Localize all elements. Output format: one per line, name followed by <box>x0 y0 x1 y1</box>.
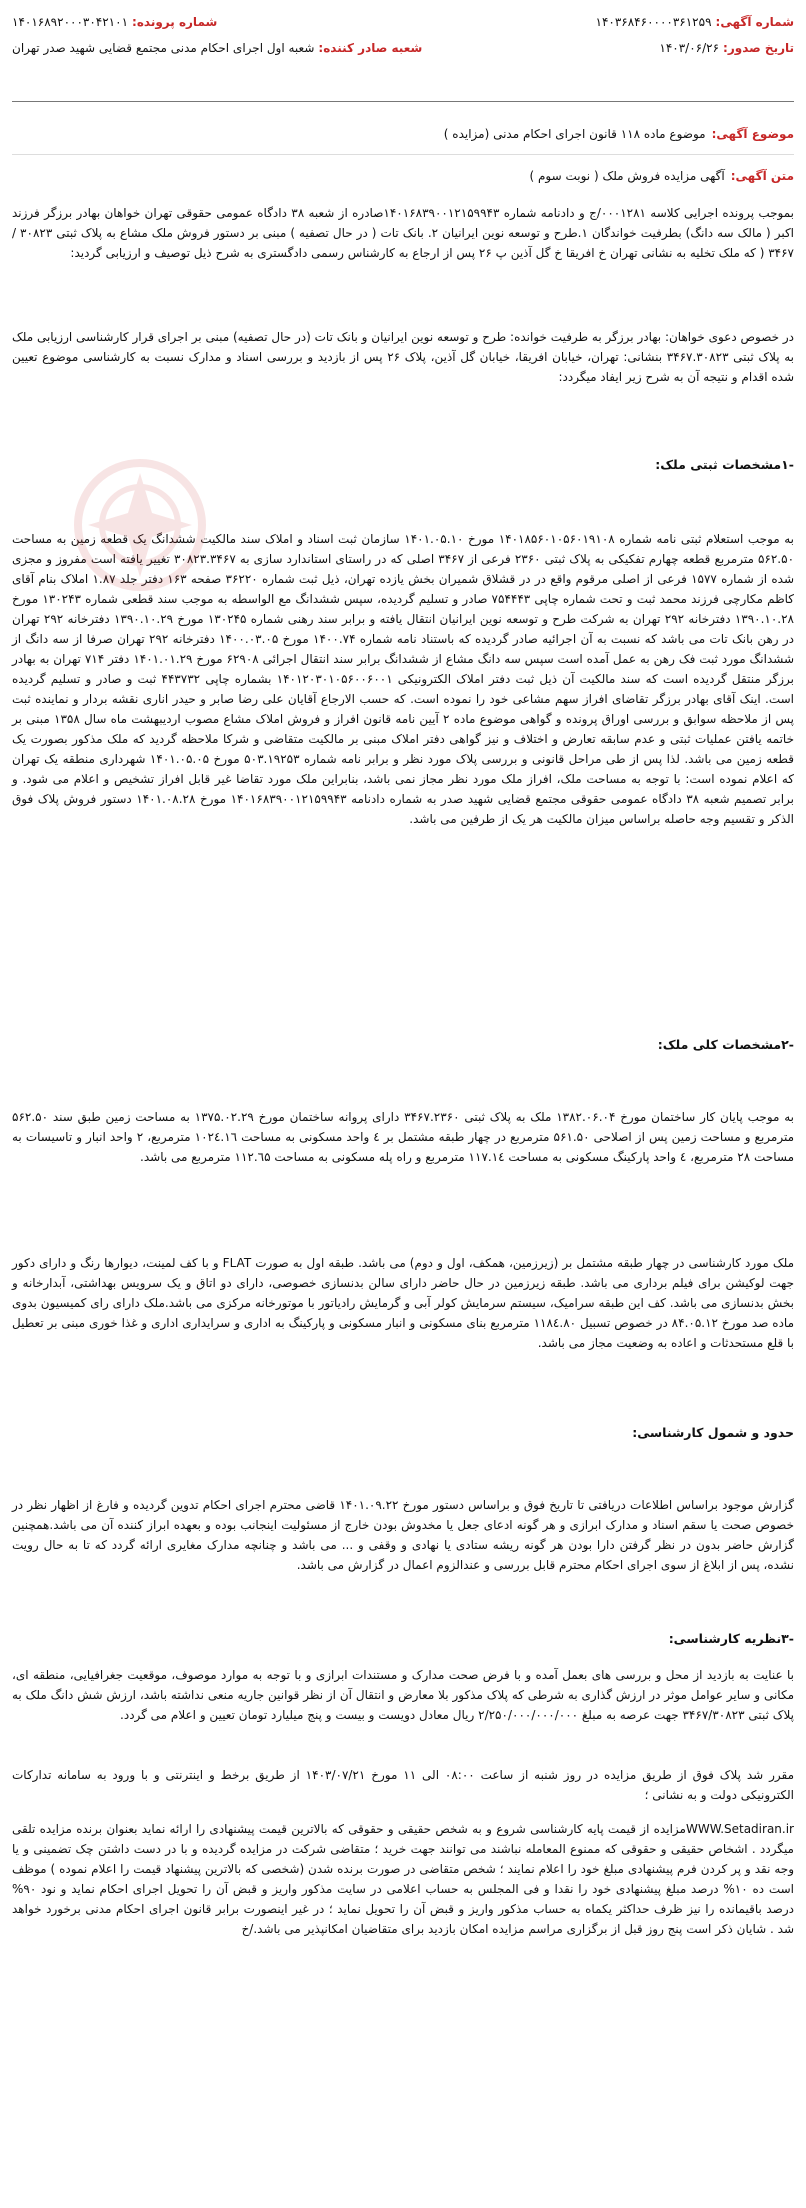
ad-number-value: ۱۴۰۳۶۸۴۶۰۰۰۰۳۶۱۲۵۹ <box>595 14 712 29</box>
scope-heading: حدود و شمول کارشناسی: <box>632 1425 794 1440</box>
text-title: آگهی مزایده فروش ملک ( نوبت سوم ) <box>529 168 725 183</box>
subject-value: موضوع ماده ۱۱۸ قانون اجرای احکام مدنی (مزایده ) <box>443 126 706 141</box>
case-number-value: ۱۴۰۱۶۸۹۲۰۰۰۳۰۴۲۱۰۱ <box>12 14 129 29</box>
ad-number-field <box>596 13 795 32</box>
terms-text: WWW.Setadiran.irمزایده از قیمت پایه کارشناسی شروع و به شخص حقیقی و حقوقی که بالاترین قیمت پیشنهادی را ارائه نماید بعنوان برنده مزایده تلقی میگردد . اشخاص حقیقی و حقوقی که ممنوع المعامله نباشند می توانند جهت خرید ؛ متقاضی شرکت در مزایده گردیده و با در دست داشتن چک تضمینی و یا وجه نقد و پر کردن فرم پیشنهادی مبلغ خود را اعلام نمایند ؛ شخص متقاضی در صورت برنده شدن (شخصی که بالاترین پیشنهاد قیمت را اعلام نموده ) موظف است ده ۱۰% درصد مبلغ پیشنهادی خود را نقدا و فی المجلس به حساب اعلامی در سایت مذکور واریز و قبض آن را تحویل اجرای احکام نماید و نود ۹۰% درصد باقیمانده را نیز ظرف حداکثر یکماه به حساب مذکور واریز و قبض آن را تحویل نماید ؛ در غیر اینصورت برابر قانون اجرای احکام مدنی برخورد خواهد شد . شایان ذکر است پنج روز قبل از برگزاری مراسم مزایده امکان بازدید برای متقاضیان امکانپذیر می باشد./خ <box>12 1822 794 1936</box>
opinion-heading: -۳نظریه کارشناسی: <box>668 1631 794 1646</box>
ad-number-label: شماره آگهی: <box>715 14 794 29</box>
issue-date-value: ۱۴۰۳/۰۶/۲۶ <box>659 40 720 55</box>
meta-row-numbers <box>12 10 794 34</box>
case-number-label: شماره پرونده: <box>132 14 218 29</box>
text-title-line <box>12 155 794 197</box>
description-text: ملک مورد کارشناسی در چهار طبقه مشتمل بر (زیرزمین، همکف، اول و دوم) می باشد. طبقه اول به صورت FLAT و با کف لمینت، دیوارها رنگ و دارای دکور جهت لوکیشن برای فیلم برداری می باشد. طبقه زیرزمین در حال حاضر دارای سالن بدنسازی خصوصی، دارای دو اتاق و یک سرویس بهداشتی، آبدارخانه و بخش بدنسازی می باشد. کف این طبقه سرامیک، سیستم سرمایش کولر آبی و گرمایش رادیاتور با موتورخانه مرکزی می باشد.ملک دارای رای کمیسیون بدوی ماده صد مورخ ۸۴.۰۵.۱۲ در خصوص تسبیل ۱۱۸٤.۸۰ مترمربع بنای مسکونی و انبار مسکونی و پارکینگ به اداری و سرایداری اداری و غذا خوری مبنی بر تعطیل با قلع مستحدثات و اعاده به وضعیت مجاز می باشد. <box>12 1256 794 1350</box>
scope-text: گزارش موجود براساس اطلاعات دریافتی تا تاریخ فوق و براساس دستور مورخ ۱۴۰۱.۰۹.۲۲ قاضی محترم اجرای احکام تدوین گردیده و فارغ از اظهار نظر در خصوص صحت یا سقم اسناد و مدارک ابرازی و هر گونه ادعای جعل یا مخدوش بودن خارج از مسئولیت اینجانب بوده و بعهده ابراز کننده آن می باشد.همچنین گزارش حاضر بدون در نظر گرفتن دارا بودن هر گونه ریشه ستادی یا نهادی و وقفی و ... می باشد و چنانچه مدارک مغایری ارائه گردد که تا به حال رویت نشده، پس از ابلاغ از سوی اجرای احکام محترم قابل بررسی و عندالزوم اعمال در گزارش می باشد. <box>12 1498 794 1572</box>
meta-row-date <box>12 36 794 60</box>
issue-date-field <box>659 39 794 58</box>
notice-meta <box>12 6 794 102</box>
issue-date-label: تاریخ صدور: <box>723 40 794 55</box>
subject-line <box>12 114 794 155</box>
general-heading: -۲مشخصات کلی ملک: <box>657 1037 794 1052</box>
opinion-text: با عنایت به بازدید از محل و بررسی های بعمل آمده و با فرض صحت مدارک و مستندات ابرازی و با توجه به موارد موصوف، موقعیت جغرافیایی، منطقه ای، مکانی و سایر عوامل موثر در ارزش گذاری به شرطی که پلاک مذکور بلا معارض و انتقال آن از نظر قوانین جاریه منعی نداشته باشد، ارزش شش دانگ ملک به پلاک ثبتی ۳۴۶۷/۳۰۸۲۳ جهت عرصه به مبلغ ۲/۲۵۰/۰۰۰/۰۰۰/۰۰۰ ریال معادل دویست و بیست و پنج میلیارد تومان تعیین و اعلام می گردد. <box>12 1668 794 1722</box>
intro-paragraph-2: در خصوص دعوی خواهان: بهادر برزگر به طرفیت خوانده: طرح و توسعه نوین ایرانیان و بانک تات (در حال تصفیه) مبنی بر اجرای قرار کارشناسی ارزیابی ملک به پلاک ثبتی ۳۴۶۷.۳۰۸۲۳ بنشانی: تهران، خیابان افریقا، خیابان گل آذین، پلاک ۲۶ پس از بازدید و بررسی اسناد و مدارک نسبت به کارشناسی موضوع تعیین شده اقدام و نتیجه آن به شرح زیر ایفاد میگردد: <box>12 330 795 384</box>
registration-heading: -۱مشخصات ثبتی ملک: <box>655 457 794 472</box>
registration-text: به موجب استعلام ثبتی نامه شماره ۱۴۰۱۸۵۶۰۱۰۵۶۰۱۹۱۰۸ مورخ ۱۴۰۱.۰۵.۱۰ سازمان ثبت اسناد و املاک سند مالکیت ششدانگ یک قطعه زمین به مساحت ۵۶۲.۵۰ مترمربع قطعه چهارم تفکیکی به پلاک ثبتی ۲۳۶۰ فرعی از ۳۴۶۷ اصلی که در راستای استاندارد سازی به ۳۰۸۲۳.۳۴۶۷ تغییر یافته است مفروز و مجزی شده از شماره ۱۵۷۷ فرعی از اصلی مرقوم واقع در در قشلاق شمیران بخش یازده تهران، ذیل ثبت شماره ۳۶۲۲۰ صفحه ۱۶۳ دفتر جلد ۱.۸۷ املاک بنام آقای کاظم مکارچی فرزند محمد ثبت و تحت شماره چاپی ۷۵۴۴۴۳ صادر و تسلیم گردیده، سپس ششدانگ مع الواسطه به موجب سند قطعی شماره ۱۳۰۲۴۳ مورخ ۱۳۹۰.۱۰.۲۸ دفترخانه ۲۹۲ تهران به شرکت طرح و توسعه نوین ایرانیان انتقال یافته و برابر سند رهنی شماره ۱۳۰۲۴۵ مورخ ۱۳۹۰.۱۰.۲۹ دفترخانه ۲۹۲ تهران در رهن بانک تات می باشد که نسبت به آن اجرائیه صادر گردیده که باستناد نامه شماره ۱۴۰۰.۷۴ مورخ ۱۴۰۰.۰۳.۰۵ دفترخانه ۲۹۲ تهران صرفا از سه دانگ از ششدانگ مورد ثبت فک رهن به عمل آمده است سپس سه دانگ مشاع از ششدانگ برابر سند انتقال اجرائی ۶۲۹۰۸ مورخ ۱۴۰۱.۰۱.۲۹ دفتر ۷۱۴ تهران به بهادر برزگر منتقل گردیده است که سند مالکیت آن ذیل ثبت دفتر املاک الکترونیکی ۱۴۰۱۲۰۳۰۱۰۵۶۰۰۶۰۰۱ بشماره چاپی ۴۴۳۷۳۲ ثبت و صادر و تسلیم گردیده است. اینک آقای بهادر برزگر تقاضای افراز سهم مشاعی خود را نموده است. که حسب الارجاع آقایان علی رضا صابر و حیدر اناری نقشه بردار و نماینده ثبت پس از ملاحظه سوابق و بررسی اوراق پرونده و گواهی موضوع ماده ۲ آیین نامه قانون افراز و فروش املاک مشاع مصوب اردیبهشت ماه سال ۱۳۵۸ مبنی بر خاتمه یافتن عملیات ثبتی و عدم سابقه تعارض و اختلاف و نیز گواهی دفتر املاک مبنی بر مالکیت متقاضی و شرکا ملاحظه گردید که ملک مذکور بصورت یک قطعه زمین می باشد. لذا پس از طی مراحل قانونی و بررسی پلاک مورد نظر و برابر نامه شماره ۵۰۳.۱۹۲۵۳ مورخ ۱۴۰۱.۰۵.۰۵ شهرداری منطقه یک تهران که اعلام نموده است: با توجه به مساحت ملک، افراز ملک مورد نظر مجاز نمی باشد، بنابراین ملک مورد تقاضا غیر قابل افراز تشخیص و اعلام می شود. و برابر تصمیم شعبه ۳۸ دادگاه عمومی حقوقی مجتمع قضایی شهید صدر به شماره دادنامه ۱۴۰۱۶۸۳۹۰۰۱۲۱۵۹۹۴۳ مورخ ۱۴۰۱.۰۸.۲۸ دستور فروش پلاک فوق الذکر و تقسیم وجه حاصله براساس میزان مالکیت هر یک از طرفین می باشد. <box>12 532 795 826</box>
intro-paragraph-1: بموجب پرونده اجرایی کلاسه ۰۰۰۱۲۸۱/ج و دادنامه شماره ۱۴۰۱۶۸۳۹۰۰۱۲۱۵۹۹۴۳صادره از شعبه ۳۸ دادگاه عمومی حقوقی تهران خواهان بهادر برزگر فرزند اکبر ( مالک سه دانگ) بطرفیت خواندگان ۱.طرح و توسعه نوین ایرانیان ۲. بانک تات ( در حال تصفیه ) مبنی بر دستور فروش ملک مشاع به پلاک ثبتی ۳۰۸۲۳ / ۳۴۶۷ ( که ملک تخلیه به نشانی تهران خ افریقا خ گل آذین پ ۲۶ پس از ارجاع به کارشناس رسمی دادگستری به شرح ذیل توصیف و ارزیابی گردید: <box>12 206 795 260</box>
general-text: به موجب پایان کار ساختمان مورخ ۱۳۸۲.۰۶.۰۴ ملک به پلاک ثبتی ۳۴۶۷.۲۳۶۰ دارای پروانه ساختمان مورخ ۱۳۷۵.۰۲.۲۹ به مساحت زمین طبق سند ۵۶۲.۵۰ مترمربع و مساحت زمین پس از اصلاحی ۵۶۱.۵۰ مترمربع در چهار طبقه مشتمل بر ٤ واحد مسکونی به مساحت ۱۰۲٤.۱٦ مترمربع، ۲ واحد انبار و تاسیسات به مساحت ۲۸ مترمربع، ٤ واحد پارکینگ مسکونی به مساحت ۱۱۷.۱٤ مترمربع و راه پله مسکونی به مساحت ۱۱۲.٦۵ مترمربع می باشد. <box>12 1110 795 1164</box>
issuing-branch-label: شعبه صادر کننده: <box>318 40 423 55</box>
issuing-branch-field <box>12 39 422 58</box>
text-label: متن آگهی: <box>730 168 794 183</box>
auction-text: مقرر شد پلاک فوق از طریق مزایده در روز شنبه از ساعت ۰۸:۰۰ الی ۱۱ مورخ ۱۴۰۳/۰۷/۲۱ از طریق برخط و اینترنتی و با ورود به سامانه تدارکات الکترونیکی دولت و به نشانی ؛ <box>12 1768 795 1802</box>
issuing-branch-value: شعبه اول اجرای احکام مدنی مجتمع قضایی شهید صدر تهران <box>12 40 315 55</box>
case-number-field <box>12 13 217 32</box>
subject-label: موضوع آگهی: <box>711 126 794 141</box>
meta-row-spacer <box>12 64 794 88</box>
